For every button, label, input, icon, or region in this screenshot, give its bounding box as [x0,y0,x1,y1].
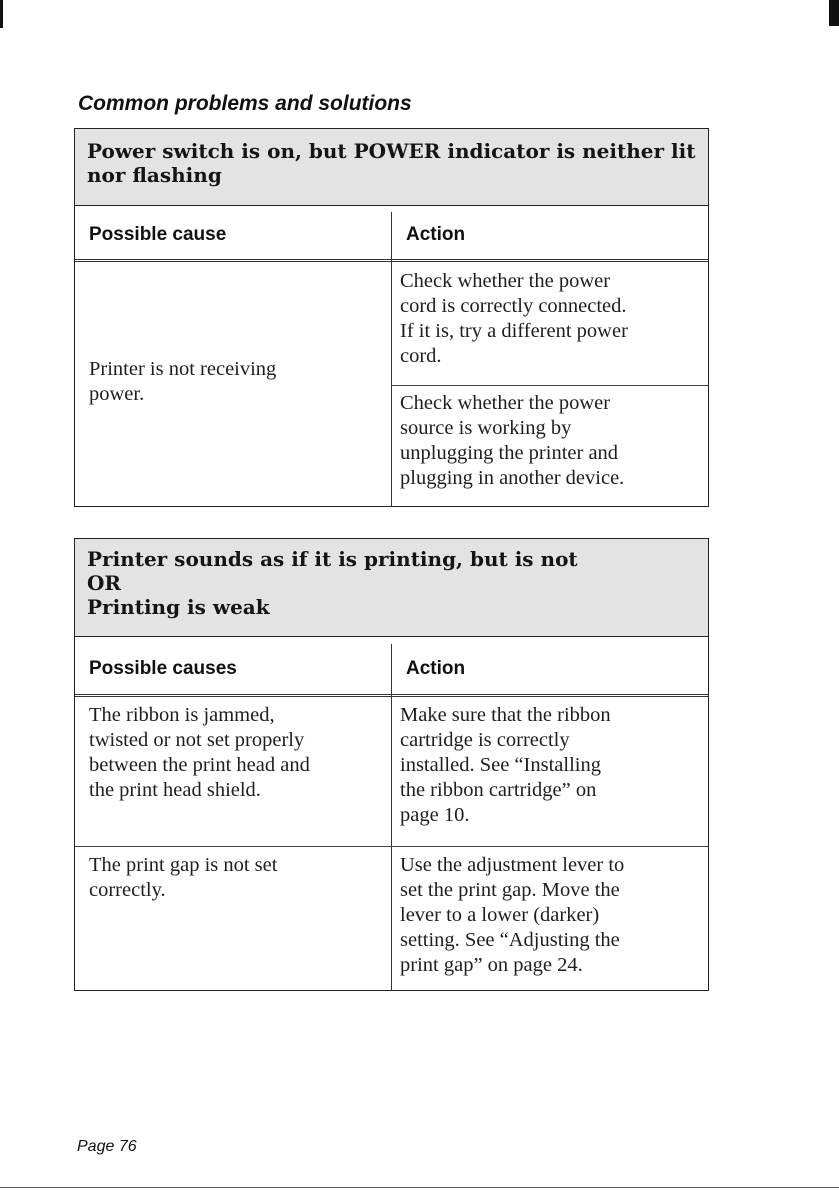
problem-line: nor flashing [87,163,222,187]
cause-line: The ribbon is jammed, [89,704,275,726]
action-header: Action [406,658,466,679]
cause-cell [89,703,310,803]
action-line: setting. See “Adjusting the [400,929,620,951]
cause-line: correctly. [89,879,166,901]
action-line: unplugging the printer and [400,442,619,464]
cause-line: twisted or not set properly [89,729,305,751]
problem-table-power [74,128,709,507]
column-divider [391,644,392,991]
bottom-rule [0,1187,839,1188]
cause-line: between the print head and [89,754,310,776]
page-number: Page 76 [77,1138,137,1155]
possible-cause-header: Possible cause [89,224,227,245]
action-line: plugging in another device. [400,467,625,489]
cause-line: power. [89,383,145,405]
action-line: set the print gap. Move the [400,879,620,901]
action-line: Check whether the power [400,392,611,414]
problem-line: OR [87,571,122,595]
scan-edge-mark [829,0,839,26]
action-line: Use the adjustment lever to [400,854,625,876]
action-cell [400,703,611,828]
cause-cell [89,853,277,903]
problem-line: Printing is weak [87,595,270,619]
action-line: Make sure that the ribbon [400,704,611,726]
action-cell [400,269,628,369]
possible-causes-header: Possible causes [89,658,237,679]
cause-line: Printer is not receiving [89,358,277,380]
section-title: Common problems and solutions [78,92,412,115]
action-line: source is working by [400,417,572,439]
action-line: cartridge is correctly [400,729,570,751]
problem-table-printing [74,538,709,991]
scan-edge-mark [0,0,3,28]
problem-line: Printer sounds as if it is printing, but is not [87,547,578,571]
action-header: Action [406,224,466,245]
problem-line: Power switch is on, but POWER indicator is neither lit [87,139,696,163]
row-divider [75,846,708,847]
action-line: the ribbon cartridge” on [400,779,597,801]
action-cell [400,853,624,978]
column-divider [391,212,392,507]
action-line: If it is, try a different power [400,320,628,342]
action-line: cord is correctly connected. [400,295,627,317]
action-line: lever to a lower (darker) [400,904,600,926]
cause-cell [89,357,276,407]
action-line: page 10. [400,804,470,826]
action-line: print gap” on page 24. [400,954,583,976]
action-divider [391,385,708,386]
problem-header [75,539,708,637]
cause-line: The print gap is not set [89,854,278,876]
action-line: Check whether the power [400,270,611,292]
action-line: cord. [400,345,442,367]
action-cell [400,391,624,491]
problem-header [75,129,708,206]
cause-line: the print head shield. [89,779,261,801]
action-line: installed. See “Installing [400,754,601,776]
